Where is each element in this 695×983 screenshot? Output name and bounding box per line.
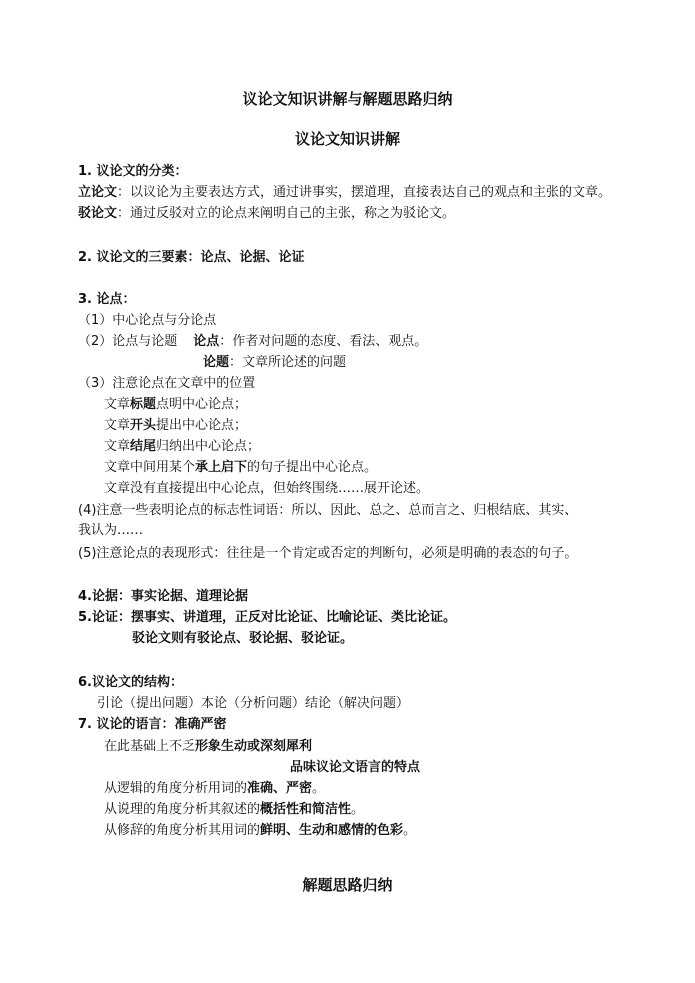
- s1-def-lilunwen: 立论文：以议论为主要表达方式，通过讲事实，摆道理，直接表达自己的观点和主张的文章。: [78, 185, 612, 200]
- s2-heading: 2. 议论文的三要素：论点、论据、论证: [78, 250, 305, 265]
- s3-pos-end: 文章结尾归纳出中心论点；: [104, 439, 261, 454]
- section-title-approach: 解题思路归纳: [302, 876, 393, 894]
- s6-heading: 6.议论文的结构：: [78, 675, 183, 690]
- s3-heading: 3. 论点：: [78, 292, 136, 307]
- s7-line3: 从说理的角度分析其叙述的概括性和简洁性。: [104, 802, 365, 817]
- s7-line4: 从修辞的角度分析其用词的鲜明、生动和感情的色彩。: [104, 823, 417, 838]
- s7-heading: 7. 议论的语言：准确严密: [78, 717, 227, 732]
- s6-structure: 引论（提出问题）本论（分析问题）结论（解决问题）: [97, 696, 410, 711]
- s3-item-3: （3）注意论点在文章中的位置: [78, 376, 256, 391]
- s3-item-4-line2: 我认为……: [78, 523, 144, 538]
- s3-item-2: （2）论点与论题 论点：作者对问题的态度、看法、观点。: [78, 334, 428, 349]
- s3-item-4-line1: (4)注意一些表明论点的标志性词语：所以、因此、总之、总而言之、归根结底、其实、: [78, 503, 578, 518]
- s7-center-heading: 品味议论文语言的特点: [290, 760, 421, 775]
- s7-line1: 在此基础上不乏形象生动或深刻犀利: [104, 739, 313, 754]
- s7-line2: 从逻辑的角度分析用词的准确、严密。: [104, 781, 326, 796]
- s5-line2: 驳论文则有驳论点、驳论据、驳论证。: [132, 631, 354, 646]
- s1-heading: 1. 议论文的分类：: [78, 164, 188, 179]
- s5-heading: 5.论证：摆事实、讲道理，正反对比论证、比喻论证、类比论证。: [78, 610, 456, 625]
- s1-def-bolunwen: 驳论文：通过反驳对立的论点来阐明自己的主张，称之为驳论文。: [78, 206, 456, 221]
- s3-item-5: (5)注意论点的表现形式：往往是一个肯定或否定的判断句，必须是明确的表态的句子。: [78, 546, 578, 561]
- s3-item-1: （1）中心论点与分论点: [78, 313, 217, 328]
- section-title-knowledge: 议论文知识讲解: [294, 130, 400, 148]
- s3-pos-none: 文章没有直接提出中心论点，但始终围绕……展开论述。: [104, 481, 430, 496]
- s3-item-2-topic: 论题：文章所论述的问题: [203, 355, 347, 370]
- s3-pos-title: 文章标题点明中心论点；: [104, 397, 248, 412]
- s4-heading: 4.论据：事实论据、道理论据: [78, 589, 248, 604]
- s3-pos-middle: 文章中间用某个承上启下的句子提出中心论点。: [104, 460, 378, 475]
- s3-pos-start: 文章开头提出中心论点；: [104, 418, 248, 433]
- document-title: 议论文知识讲解与解题思路归纳: [242, 90, 453, 108]
